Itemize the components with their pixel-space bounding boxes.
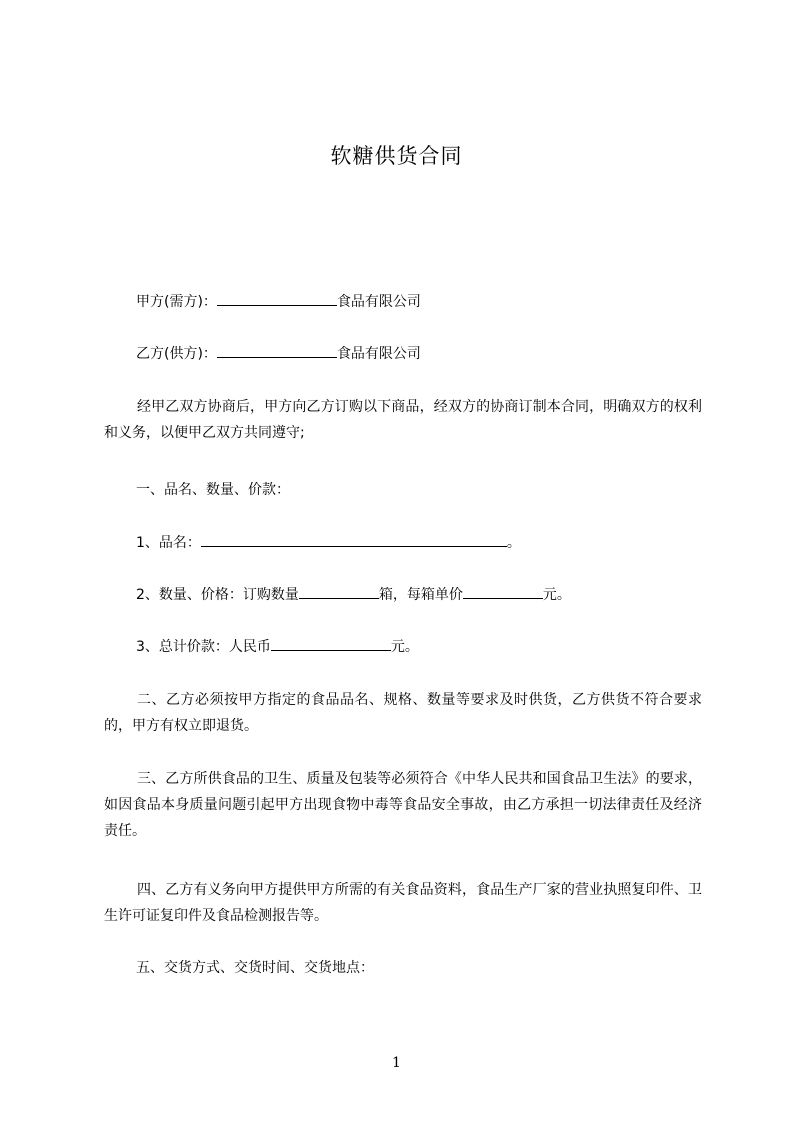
item2-line <box>136 584 571 605</box>
party-a-label: 甲方(需方)： <box>136 294 217 310</box>
item3-line <box>136 636 419 657</box>
item2-mid: 箱，每箱单价 <box>378 587 463 603</box>
item1-line <box>136 532 521 553</box>
party-a-suffix: 食品有限公司 <box>336 294 421 310</box>
document-title: 软糖供货合同 <box>330 144 463 168</box>
section5-heading: 五、交货方式、交货时间、交货地点： <box>136 960 374 976</box>
section1-heading: 一、品名、数量、价款： <box>136 482 290 498</box>
item2-label: 2、数量、价格：订购数量 <box>136 587 299 603</box>
item3-suffix: 元。 <box>390 639 419 655</box>
party-b-line <box>136 343 421 364</box>
section4-paragraph: 四、乙方有义务向甲方提供甲方所需的有关食品资料，食品生产厂家的营业执照复印件、卫生许可证复印件及食品检测报告等。 <box>104 882 702 924</box>
item2-price-blank <box>463 584 543 599</box>
party-b-suffix: 食品有限公司 <box>336 346 421 362</box>
party-a-blank <box>217 291 337 306</box>
item3-label: 3、总计价款：人民币 <box>136 639 271 655</box>
item3-blank <box>271 636 391 651</box>
party-a-line <box>136 291 421 312</box>
section3-paragraph: 三、乙方所供食品的卫生、质量及包装等必须符合《中华人民共和国食品卫生法》的要求，如因食品本身质量问题引起甲方出现食物中毒等食品安全事故，由乙方承担一切法律责任及经济责任。 <box>104 771 702 839</box>
item2-quantity-blank <box>299 584 379 599</box>
page-number: 1 <box>392 1055 401 1071</box>
item2-suffix: 元。 <box>542 587 571 603</box>
item1-blank <box>201 532 507 547</box>
party-b-label: 乙方(供方)： <box>136 346 217 362</box>
section2-paragraph: 二、乙方必须按甲方指定的食品品名、规格、数量等要求及时供货，乙方供货不符合要求的，甲方有权立即退货。 <box>104 692 702 734</box>
item1-suffix: 。 <box>506 535 521 551</box>
intro-paragraph: 经甲乙双方协商后，甲方向乙方订购以下商品，经双方的协商订制本合同，明确双方的权利和义务，以便甲乙双方共同遵守; <box>104 399 702 441</box>
party-b-blank <box>217 343 337 358</box>
item1-label: 1、品名： <box>136 535 201 551</box>
